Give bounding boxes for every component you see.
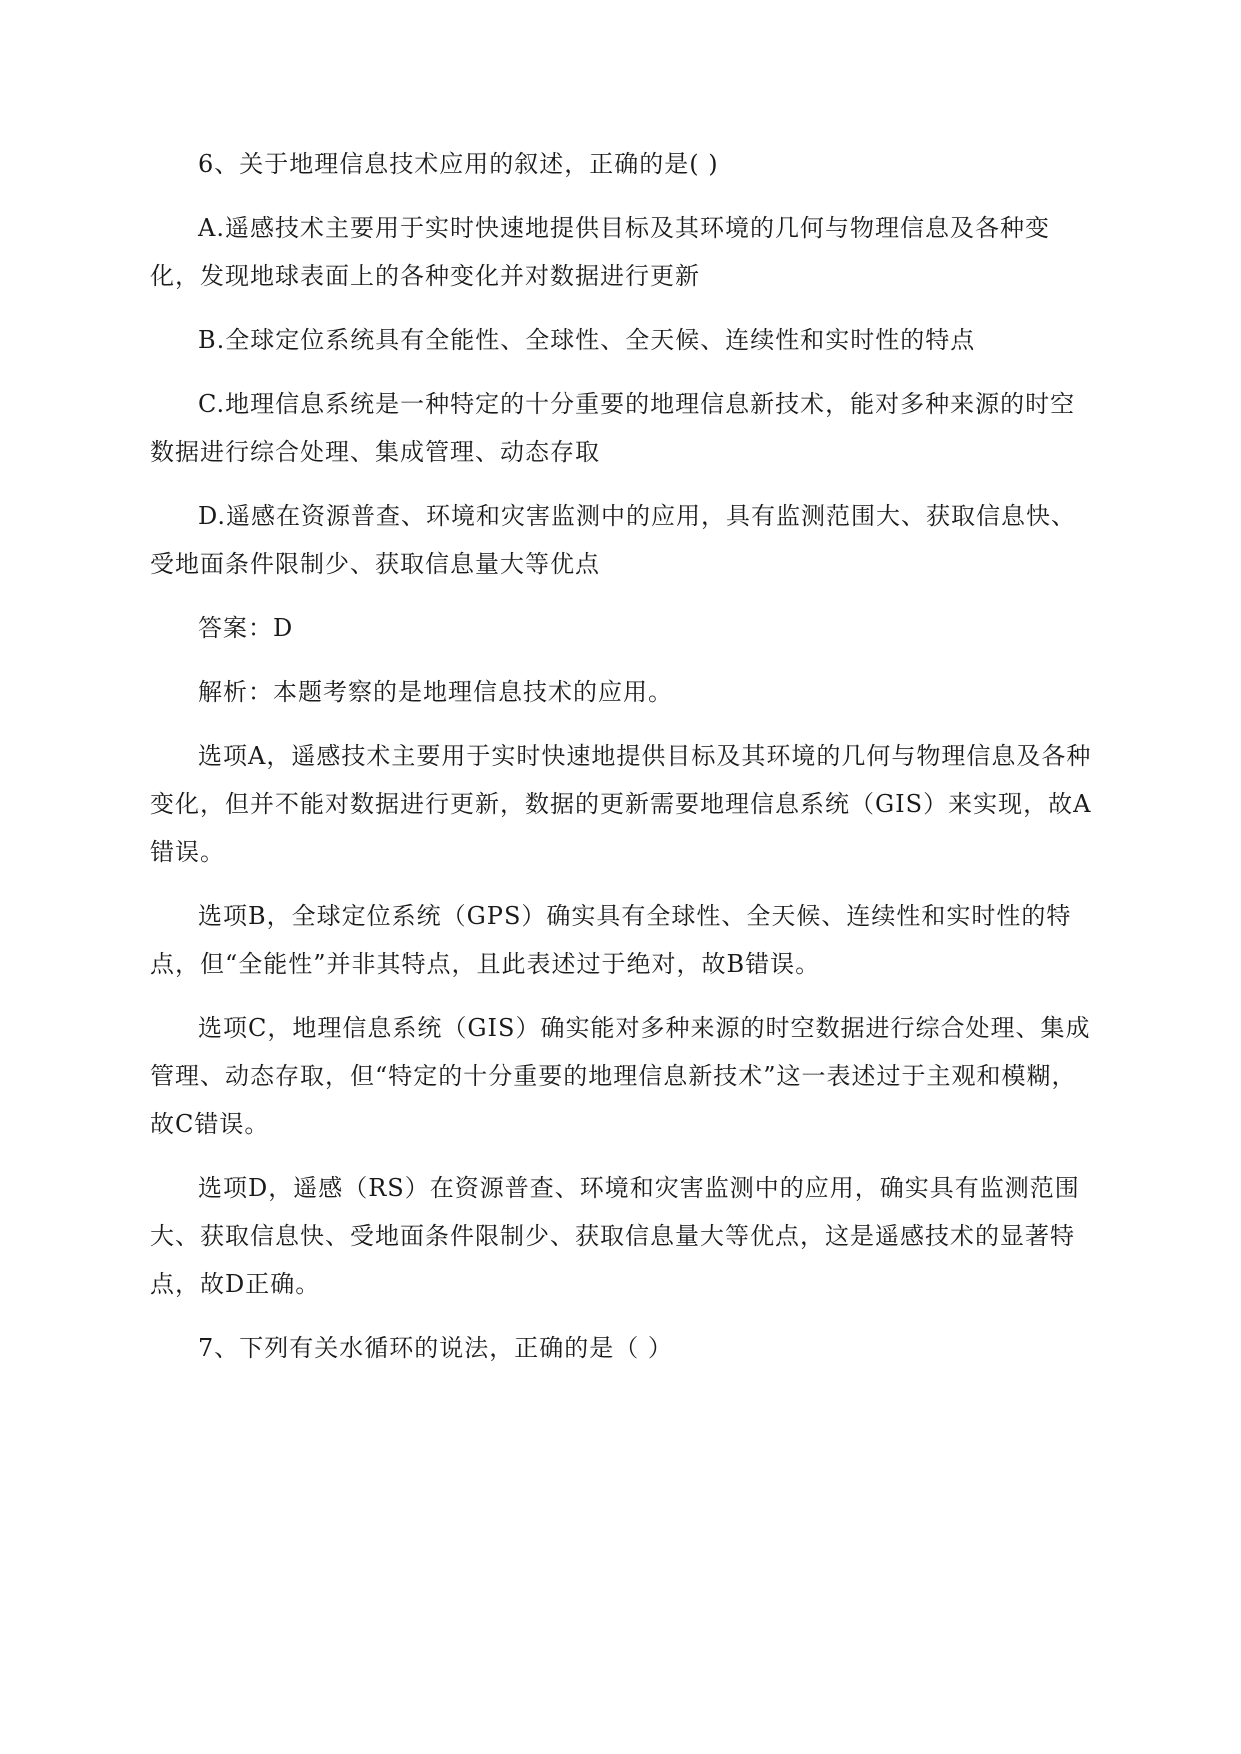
option-a: A.遥感技术主要用于实时快速地提供目标及其环境的几何与物理信息及各种变化，发现地球表面上的各种变化并对数据进行更新 xyxy=(150,214,1050,290)
analysis-intro: 解析：本题考察的是地理信息技术的应用。 xyxy=(198,678,673,706)
option-b: B.全球定位系统具有全能性、全球性、全天候、连续性和实时性的特点 xyxy=(198,326,976,354)
analysis-option-a: 选项A，遥感技术主要用于实时快速地提供目标及其环境的几何与物理信息及各种变化，但并不能对数据进行更新，数据的更新需要地理信息系统（GIS）来实现，故A错误。 xyxy=(150,742,1092,866)
document-page xyxy=(150,140,1095,1388)
analysis-option-d: 选项D，遥感（RS）在资源普查、环境和灾害监测中的应用，确实具有监测范围大、获取信息快、受地面条件限制少、获取信息量大等优点，这是遥感技术的显著特点，故D正确。 xyxy=(150,1174,1080,1298)
answer: 答案：D xyxy=(198,614,294,642)
analysis-option-b: 选项B，全球定位系统（GPS）确实具有全球性、全天候、连续性和实时性的特点，但“全能性”并非其特点，且此表述过于绝对，故B错误。 xyxy=(150,902,1072,978)
question-6-stem: 6、关于地理信息技术应用的叙述，正确的是( ) xyxy=(198,150,719,178)
question-7-stem: 7、下列有关水循环的说法，正确的是（ ） xyxy=(198,1334,673,1362)
option-d: D.遥感在资源普查、环境和灾害监测中的应用，具有监测范围大、获取信息快、受地面条件限制少、获取信息量大等优点 xyxy=(150,502,1077,578)
option-c: C.地理信息系统是一种特定的十分重要的地理信息新技术，能对多种来源的时空数据进行综合处理、集成管理、动态存取 xyxy=(150,390,1076,466)
analysis-option-c: 选项C，地理信息系统（GIS）确实能对多种来源的时空数据进行综合处理、集成管理、动态存取，但“特定的十分重要的地理信息新技术”这一表述过于主观和模糊，故C错误。 xyxy=(150,1014,1091,1138)
